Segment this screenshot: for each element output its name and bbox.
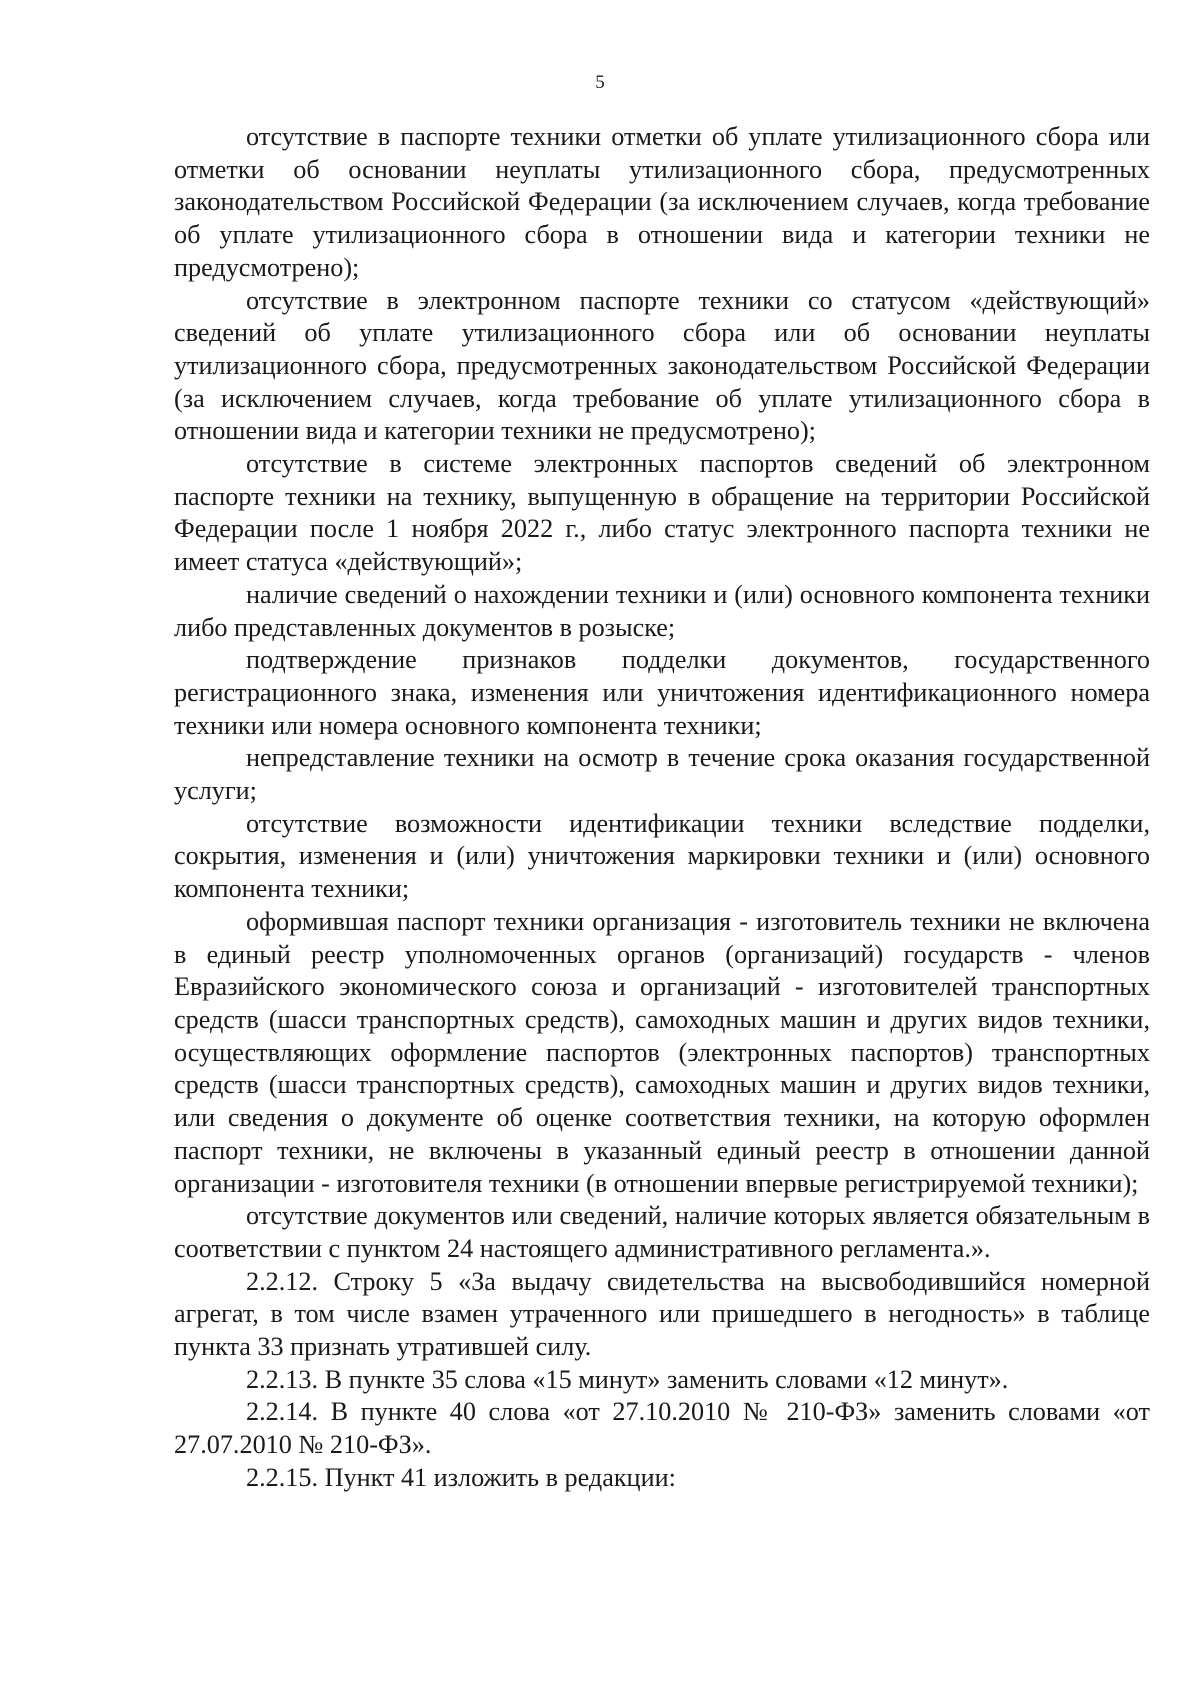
clause-2-2-13: 2.2.13. В пункте 35 слова «15 минут» заменить словами «12 минут». [246, 1364, 1009, 1394]
document-body [174, 121, 1150, 1495]
clause-2-2-15: 2.2.15. Пункт 41 изложить в редакции: [246, 1462, 676, 1492]
paragraph-identification-impossible: отсутствие возможности идентификации техники вследствие подделки, сокрытия, изменения и (или) уничтожения маркировки техники и (или) основного компонента техники; [174, 808, 1150, 904]
page-number: 5 [595, 72, 605, 93]
paragraph-missing-documents: отсутствие документов или сведений, наличие которых является обязательным в соответствии с пунктом 24 настоящего административного регламента.». [174, 1201, 1150, 1263]
paragraph-recycling-fee-mark: отсутствие в паспорте техники отметки об уплате утилизационного сбора или отметки об основании неуплаты утилизационного сбора, предусмотренных законодательством Российской Федерации (за исключением случаев, когда требование об уплате утилизационного сбора в отношении вида и категории техники не предусмотрено); [174, 122, 1150, 282]
paragraph-electronic-passport-fee: отсутствие в электронном паспорте техники со статусом «действующий» сведений об уплате утилизационного сбора или об основании неуплаты утилизационного сбора, предусмотренных законодательством Российской Федерации (за исключением случаев, когда требование об уплате утилизационного сбора в отношении вида и категории техники не предусмотрено); [174, 285, 1150, 446]
clause-2-2-14: 2.2.14. В пункте 40 слова «от 27.10.2010 № 210-ФЗ» заменить словами «от 27.07.2010 № 210-ФЗ». [174, 1397, 1150, 1460]
paragraph-manufacturer-registry: оформившая паспорт техники организация - изготовитель техники не включена в единый реестр уполномоченных органов (организаций) государств - членов Евразийского экономического союза и организаций - изготовителей транспортных средств (шасси транспортных средств), самоходных машин и других видов техники, осуществляющих оформление паспортов (электронных паспортов) транспортных средств (шасси транспортных средств), самоходных машин и других видов техники, или сведения о документе об оценке соответствия техники, на которую оформлен паспорт техники, не включены в указанный единый реестр в отношении данной организации - изготовителя техники (в отношении впервые регистрируемой техники); [174, 906, 1150, 1198]
paragraph-forgery-signs: подтверждение признаков подделки документов, государственного регистрационного знака, изменения или уничтожения идентификационного номера техники или номера основного компонента техники; [174, 645, 1150, 740]
clause-2-2-12: 2.2.12. Строку 5 «За выдачу свидетельства на высвободившийся номерной агрегат, в том числе взамен утраченного или пришедшего в негодность» в таблице пункта 33 признать утратившей силу. [174, 1266, 1150, 1362]
paragraph-wanted-status: наличие сведений о нахождении техники и (или) основного компонента техники либо представленных документов в розыске; [174, 579, 1150, 642]
paragraph-no-inspection: непредставление техники на осмотр в течение срока оказания государственной услуги; [174, 743, 1150, 806]
paragraph-electronic-passport-system: отсутствие в системе электронных паспортов сведений об электронном паспорте техники на технику, выпущенную в обращение на территории Российской Федерации после 1 ноября 2022 г., либо статус электронного паспорта техники не имеет статуса «действующий»; [174, 449, 1150, 577]
